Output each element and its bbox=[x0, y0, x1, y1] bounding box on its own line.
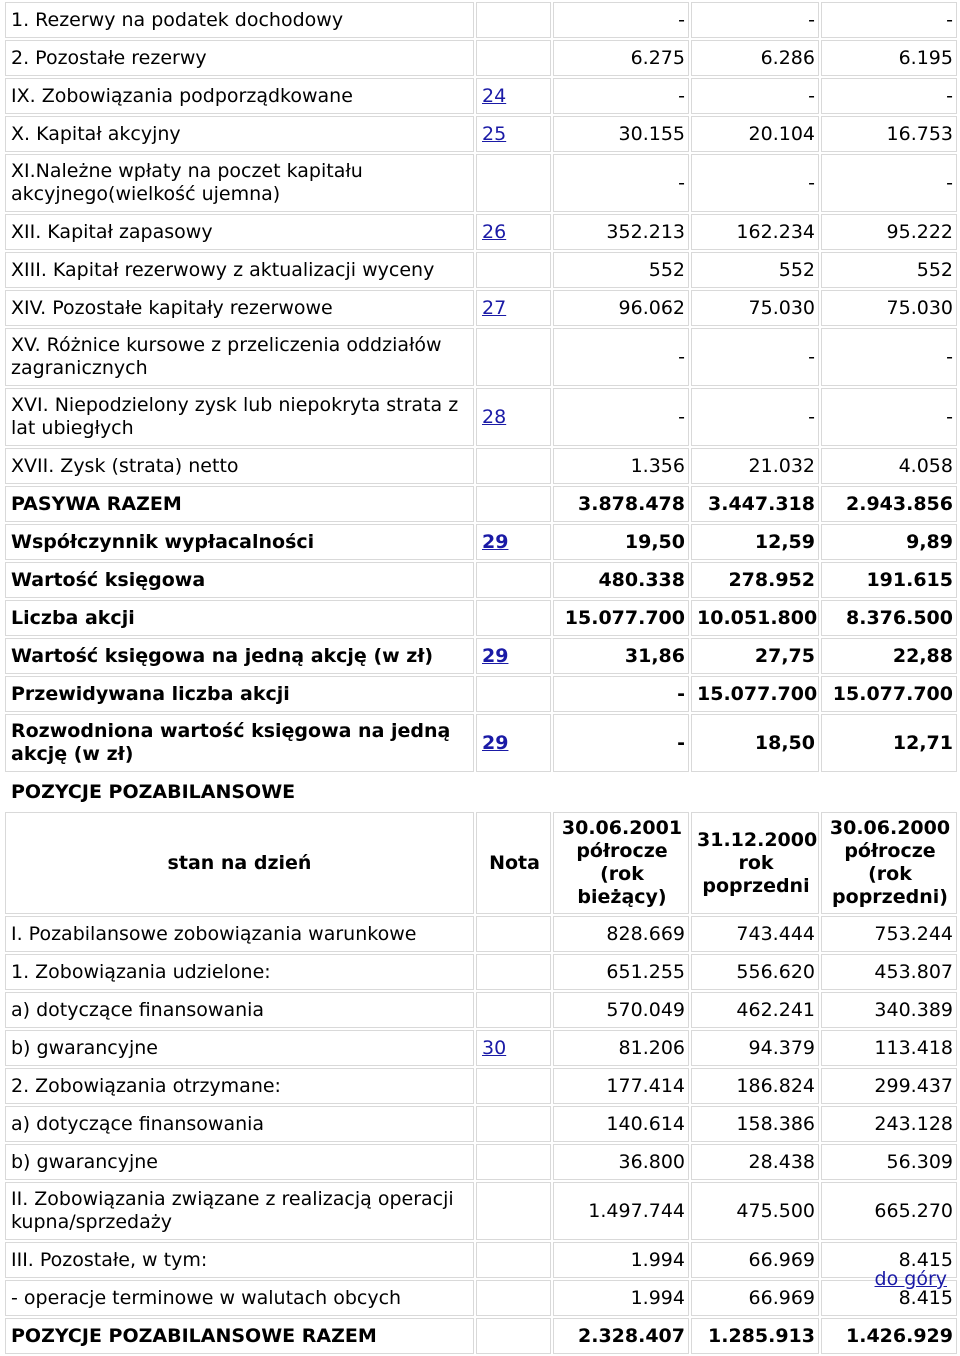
value-col-1: 140.614 bbox=[553, 1106, 689, 1142]
value-col-1: 96.062 bbox=[553, 290, 689, 326]
header-col-1: 30.06.2001 półrocze (rok bieżący) bbox=[553, 812, 689, 914]
row-note bbox=[476, 328, 551, 386]
table-row bbox=[5, 486, 957, 522]
value-col-1: 828.669 bbox=[553, 916, 689, 952]
table-row bbox=[5, 40, 957, 76]
value-col-2: 18,50 bbox=[691, 714, 819, 772]
row-note bbox=[476, 40, 551, 76]
row-note bbox=[476, 1106, 551, 1142]
row-note bbox=[476, 388, 551, 446]
header-col-3: 30.06.2000 półrocze (rok poprzedni) bbox=[821, 812, 957, 914]
row-note bbox=[476, 1144, 551, 1180]
value-col-3: - bbox=[821, 328, 957, 386]
table-row bbox=[5, 676, 957, 712]
value-col-2: 158.386 bbox=[691, 1106, 819, 1142]
row-label: 2. Pozostałe rezerwy bbox=[5, 40, 474, 76]
table-row bbox=[5, 78, 957, 114]
note-link[interactable]: 29 bbox=[482, 644, 509, 667]
value-col-2: 556.620 bbox=[691, 954, 819, 990]
value-col-1: 570.049 bbox=[553, 992, 689, 1028]
value-col-1: 6.275 bbox=[553, 40, 689, 76]
value-col-2: 743.444 bbox=[691, 916, 819, 952]
row-label: 2. Zobowiązania otrzymane: bbox=[5, 1068, 474, 1104]
value-col-3: 75.030 bbox=[821, 290, 957, 326]
table-row bbox=[5, 1030, 957, 1066]
header-col-2: 31.12.2000 rok poprzedni bbox=[691, 812, 819, 914]
value-col-3: 56.309 bbox=[821, 1144, 957, 1180]
value-col-3: - bbox=[821, 78, 957, 114]
value-col-1: 651.255 bbox=[553, 954, 689, 990]
column-header-row bbox=[5, 812, 957, 914]
section-title: POZYCJE POZABILANSOWE bbox=[11, 780, 296, 803]
row-label: XVI. Niepodzielony zysk lub niepokryta strata z lat ubiegłych bbox=[5, 388, 474, 446]
value-col-2: 552 bbox=[691, 252, 819, 288]
table-row bbox=[5, 214, 957, 250]
value-col-1: 2.328.407 bbox=[553, 1318, 689, 1354]
row-note bbox=[476, 116, 551, 152]
value-col-3: 453.807 bbox=[821, 954, 957, 990]
table-row bbox=[5, 1182, 957, 1240]
table-row bbox=[5, 116, 957, 152]
value-col-2: 1.285.913 bbox=[691, 1318, 819, 1354]
row-label: Przewidywana liczba akcji bbox=[5, 676, 474, 712]
row-note bbox=[476, 2, 551, 38]
row-note bbox=[476, 1280, 551, 1316]
row-label: POZYCJE POZABILANSOWE RAZEM bbox=[5, 1318, 474, 1354]
value-col-3: 552 bbox=[821, 252, 957, 288]
row-label: XIII. Kapitał rezerwowy z aktualizacji wyceny bbox=[5, 252, 474, 288]
value-col-3: 191.615 bbox=[821, 562, 957, 598]
table-row bbox=[5, 290, 957, 326]
value-col-2: - bbox=[691, 328, 819, 386]
row-label: XI.Należne wpłaty na poczet kapitału akcyjnego(wielkość ujemna) bbox=[5, 154, 474, 212]
value-col-1: 352.213 bbox=[553, 214, 689, 250]
row-note bbox=[476, 562, 551, 598]
value-col-3: 16.753 bbox=[821, 116, 957, 152]
row-note bbox=[476, 916, 551, 952]
note-link[interactable]: 30 bbox=[482, 1036, 507, 1059]
value-col-3: - bbox=[821, 388, 957, 446]
row-label: 1. Zobowiązania udzielone: bbox=[5, 954, 474, 990]
row-note bbox=[476, 1068, 551, 1104]
value-col-3: 8.415 bbox=[821, 1280, 957, 1316]
note-link[interactable]: 24 bbox=[482, 84, 507, 107]
note-link[interactable]: 27 bbox=[482, 296, 507, 319]
row-note bbox=[476, 714, 551, 772]
value-col-3: 299.437 bbox=[821, 1068, 957, 1104]
row-note bbox=[476, 1030, 551, 1066]
value-col-1: 3.878.478 bbox=[553, 486, 689, 522]
value-col-2: - bbox=[691, 388, 819, 446]
value-col-2: 10.051.800 bbox=[691, 600, 819, 636]
value-col-2: 75.030 bbox=[691, 290, 819, 326]
row-note bbox=[476, 1182, 551, 1240]
value-col-1: 31,86 bbox=[553, 638, 689, 674]
value-col-1: 36.800 bbox=[553, 1144, 689, 1180]
section-title-row bbox=[5, 774, 957, 810]
table-row bbox=[5, 252, 957, 288]
value-col-1: 30.155 bbox=[553, 116, 689, 152]
value-col-3: 8.415 bbox=[821, 1242, 957, 1278]
row-note bbox=[476, 78, 551, 114]
row-label: I. Pozabilansowe zobowiązania warunkowe bbox=[5, 916, 474, 952]
row-note bbox=[476, 524, 551, 560]
value-col-1: 1.356 bbox=[553, 448, 689, 484]
value-col-3: 9,89 bbox=[821, 524, 957, 560]
table-row bbox=[5, 328, 957, 386]
table-row bbox=[5, 1280, 957, 1316]
value-col-2: 66.969 bbox=[691, 1280, 819, 1316]
financial-statement bbox=[3, 0, 957, 1356]
value-col-3: 95.222 bbox=[821, 214, 957, 250]
row-label: X. Kapitał akcyjny bbox=[5, 116, 474, 152]
table-row bbox=[5, 154, 957, 212]
table-row bbox=[5, 388, 957, 446]
value-col-3: 113.418 bbox=[821, 1030, 957, 1066]
header-nota: Nota bbox=[476, 812, 551, 914]
row-label: III. Pozostałe, w tym: bbox=[5, 1242, 474, 1278]
table-row bbox=[5, 992, 957, 1028]
value-col-2: 462.241 bbox=[691, 992, 819, 1028]
note-link[interactable]: 26 bbox=[482, 220, 507, 243]
row-label: PASYWA RAZEM bbox=[5, 486, 474, 522]
row-label: b) gwarancyjne bbox=[5, 1144, 474, 1180]
value-col-3: - bbox=[821, 2, 957, 38]
balance-sheet-table bbox=[3, 0, 959, 1356]
value-col-2: 6.286 bbox=[691, 40, 819, 76]
note-link[interactable]: 29 bbox=[482, 731, 509, 754]
note-link[interactable]: 25 bbox=[482, 122, 507, 145]
value-col-3: 6.195 bbox=[821, 40, 957, 76]
value-col-1: 552 bbox=[553, 252, 689, 288]
value-col-3: 12,71 bbox=[821, 714, 957, 772]
value-col-3: 8.376.500 bbox=[821, 600, 957, 636]
value-col-1: - bbox=[553, 328, 689, 386]
table-row bbox=[5, 1106, 957, 1142]
total-row bbox=[5, 1318, 957, 1354]
value-col-2: 475.500 bbox=[691, 1182, 819, 1240]
row-note bbox=[476, 1318, 551, 1354]
table-row bbox=[5, 916, 957, 952]
table-row bbox=[5, 1068, 957, 1104]
row-label: Współczynnik wypłacalności bbox=[5, 524, 474, 560]
value-col-1: 19,50 bbox=[553, 524, 689, 560]
table-row bbox=[5, 1144, 957, 1180]
row-note bbox=[476, 954, 551, 990]
value-col-2: 27,75 bbox=[691, 638, 819, 674]
value-col-2: - bbox=[691, 2, 819, 38]
row-label: XII. Kapitał zapasowy bbox=[5, 214, 474, 250]
value-col-1: 1.994 bbox=[553, 1242, 689, 1278]
row-note bbox=[476, 992, 551, 1028]
value-col-2: 186.824 bbox=[691, 1068, 819, 1104]
table-row bbox=[5, 714, 957, 772]
back-to-top-link[interactable]: do góry bbox=[874, 1268, 947, 1290]
value-col-3: 4.058 bbox=[821, 448, 957, 484]
header-label: stan na dzień bbox=[5, 812, 474, 914]
value-col-1: - bbox=[553, 78, 689, 114]
row-label: XVII. Zysk (strata) netto bbox=[5, 448, 474, 484]
row-note bbox=[476, 1242, 551, 1278]
row-note bbox=[476, 676, 551, 712]
row-label: a) dotyczące finansowania bbox=[5, 1106, 474, 1142]
value-col-1: - bbox=[553, 2, 689, 38]
row-label: XV. Różnice kursowe z przeliczenia oddziałów zagranicznych bbox=[5, 328, 474, 386]
row-label: Liczba akcji bbox=[5, 600, 474, 636]
row-note bbox=[476, 154, 551, 212]
table-row bbox=[5, 2, 957, 38]
row-label: 1. Rezerwy na podatek dochodowy bbox=[5, 2, 474, 38]
row-label: IX. Zobowiązania podporządkowane bbox=[5, 78, 474, 114]
value-col-1: 1.994 bbox=[553, 1280, 689, 1316]
value-col-3: 1.426.929 bbox=[821, 1318, 957, 1354]
value-col-2: - bbox=[691, 154, 819, 212]
row-note bbox=[476, 214, 551, 250]
value-col-3: 15.077.700 bbox=[821, 676, 957, 712]
row-label: II. Zobowiązania związane z realizacją operacji kupna/sprzedaży bbox=[5, 1182, 474, 1240]
row-label: Wartość księgowa na jedną akcję (w zł) bbox=[5, 638, 474, 674]
row-label: a) dotyczące finansowania bbox=[5, 992, 474, 1028]
table-row bbox=[5, 600, 957, 636]
row-note bbox=[476, 600, 551, 636]
value-col-3: 22,88 bbox=[821, 638, 957, 674]
value-col-1: 15.077.700 bbox=[553, 600, 689, 636]
table-row bbox=[5, 1242, 957, 1278]
value-col-3: 243.128 bbox=[821, 1106, 957, 1142]
note-link[interactable]: 29 bbox=[482, 530, 509, 553]
value-col-2: 94.379 bbox=[691, 1030, 819, 1066]
value-col-2: - bbox=[691, 78, 819, 114]
table-row bbox=[5, 638, 957, 674]
value-col-3: - bbox=[821, 154, 957, 212]
row-note bbox=[476, 486, 551, 522]
value-col-2: 28.438 bbox=[691, 1144, 819, 1180]
value-col-1: 480.338 bbox=[553, 562, 689, 598]
value-col-1: - bbox=[553, 154, 689, 212]
value-col-3: 340.389 bbox=[821, 992, 957, 1028]
value-col-2: 66.969 bbox=[691, 1242, 819, 1278]
value-col-3: 665.270 bbox=[821, 1182, 957, 1240]
value-col-3: 2.943.856 bbox=[821, 486, 957, 522]
value-col-1: 177.414 bbox=[553, 1068, 689, 1104]
row-label: Rozwodniona wartość księgowa na jedną akcję (w zł) bbox=[5, 714, 474, 772]
note-link[interactable]: 28 bbox=[482, 405, 507, 428]
table-row bbox=[5, 524, 957, 560]
value-col-1: - bbox=[553, 714, 689, 772]
table-row bbox=[5, 954, 957, 990]
value-col-3: 753.244 bbox=[821, 916, 957, 952]
value-col-2: 278.952 bbox=[691, 562, 819, 598]
row-label: Wartość księgowa bbox=[5, 562, 474, 598]
row-note bbox=[476, 448, 551, 484]
row-note bbox=[476, 290, 551, 326]
row-label: XIV. Pozostałe kapitały rezerwowe bbox=[5, 290, 474, 326]
table-row bbox=[5, 448, 957, 484]
value-col-1: 1.497.744 bbox=[553, 1182, 689, 1240]
value-col-2: 20.104 bbox=[691, 116, 819, 152]
value-col-1: 81.206 bbox=[553, 1030, 689, 1066]
value-col-2: 21.032 bbox=[691, 448, 819, 484]
row-note bbox=[476, 252, 551, 288]
value-col-1: - bbox=[553, 388, 689, 446]
value-col-1: - bbox=[553, 676, 689, 712]
value-col-2: 162.234 bbox=[691, 214, 819, 250]
value-col-2: 12,59 bbox=[691, 524, 819, 560]
row-note bbox=[476, 638, 551, 674]
row-label: b) gwarancyjne bbox=[5, 1030, 474, 1066]
value-col-2: 15.077.700 bbox=[691, 676, 819, 712]
value-col-2: 3.447.318 bbox=[691, 486, 819, 522]
table-row bbox=[5, 562, 957, 598]
row-label: - operacje terminowe w walutach obcych bbox=[5, 1280, 474, 1316]
